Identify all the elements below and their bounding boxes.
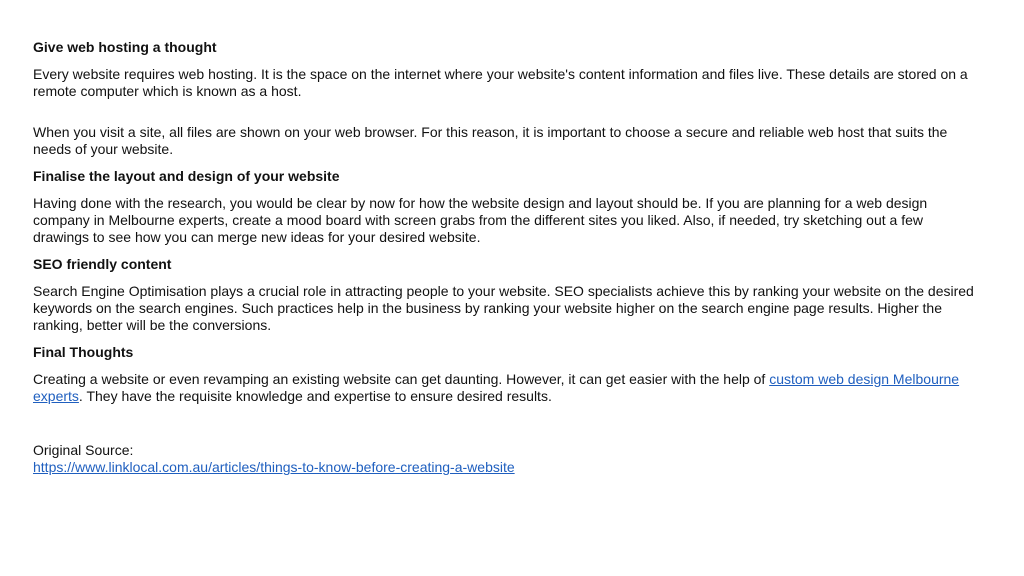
paragraph-final-thoughts [33, 371, 981, 405]
article-content [33, 39, 981, 486]
section-heading-final-thoughts: Final Thoughts [33, 344, 134, 360]
original-source-block [33, 442, 981, 476]
original-source-link[interactable]: https://www.linklocal.com.au/articles/things-to-know-before-creating-a-website [33, 459, 515, 475]
final-thoughts-text-before-link: Creating a website or even revamping an existing website can get daunting. However, it can get easier with the help of [33, 371, 770, 387]
section-heading-web-hosting: Give web hosting a thought [33, 39, 217, 55]
section-heading-seo: SEO friendly content [33, 256, 172, 272]
paragraph-seo: Search Engine Optimisation plays a crucial role in attracting people to your website. SEO specialists achieve this by ranking your website on the desired keywords on the search engines. Such practices help in the business by ranking your website higher on the search engine page results. Higher the ranking, better will be the conversions. [33, 283, 974, 333]
original-source-label: Original Source: [33, 442, 134, 458]
paragraph-web-hosting-2: When you visit a site, all files are shown on your web browser. For this reason, it is important to choose a secure and reliable web host that suits the needs of your website. [33, 124, 948, 157]
paragraph-web-hosting-1: Every website requires web hosting. It is the space on the internet where your website's content information and files live. These details are stored on a remote computer which is known as a host. [33, 66, 968, 99]
section-heading-layout-design: Finalise the layout and design of your website [33, 168, 340, 184]
custom-web-design-link[interactable]: custom web design Melbourne experts [33, 371, 960, 404]
final-thoughts-text-after-link: . They have the requisite knowledge and expertise to ensure desired results. [78, 388, 552, 404]
paragraph-layout-design: Having done with the research, you would be clear by now for how the website design and layout should be. If you are planning for a web design company in Melbourne experts, create a mood board with screen grabs from the different sites you liked. Also, if needed, try sketching out a few drawings to see how you can merge new ideas for your desired website. [33, 195, 928, 245]
